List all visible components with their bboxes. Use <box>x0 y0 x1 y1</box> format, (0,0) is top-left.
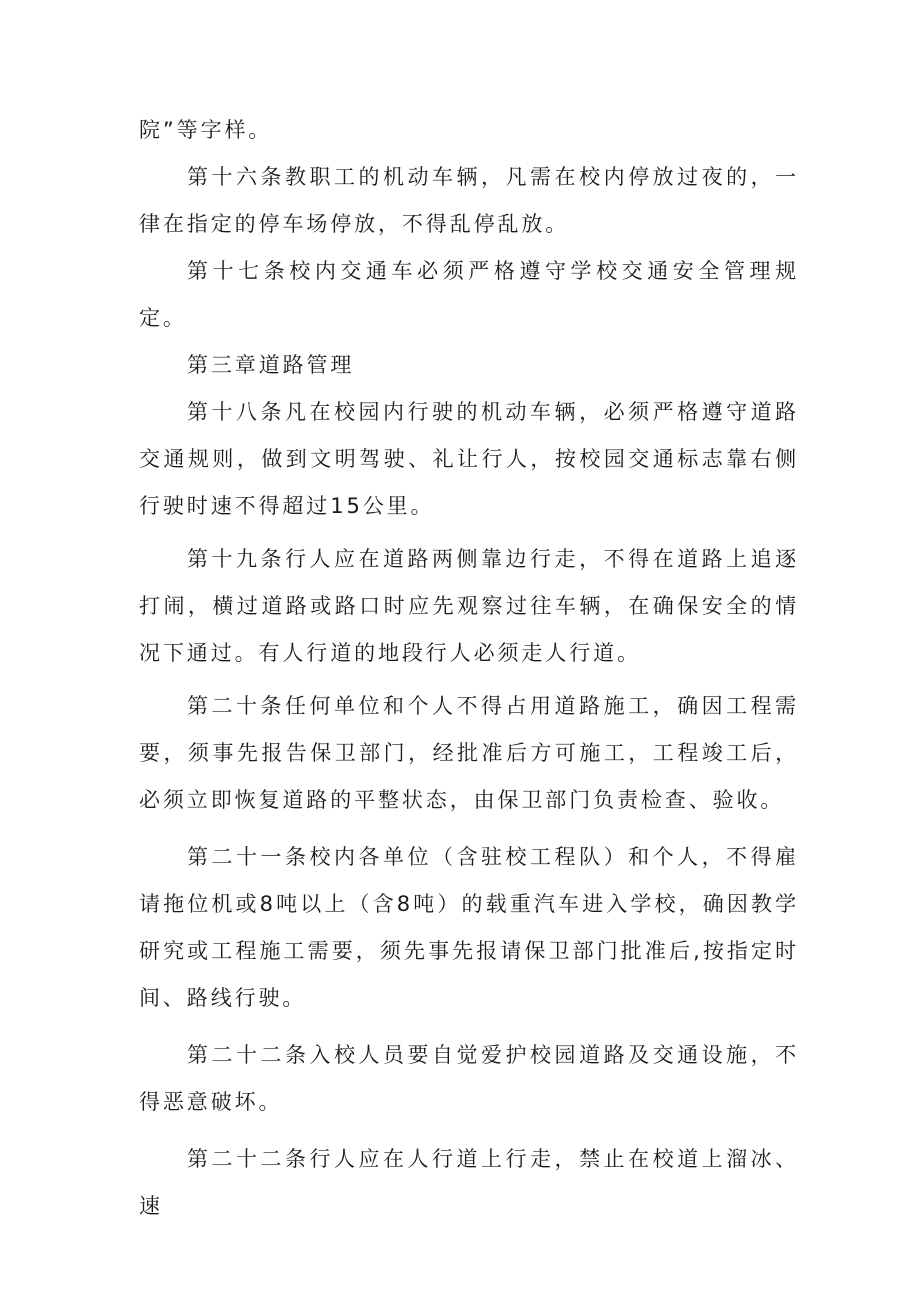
paragraph-article-16: 第十六条教职工的机动车辆，凡需在校内停放过夜的，一律在指定的停车场停放，不得乱停乱放。 <box>139 165 799 236</box>
document-page <box>139 107 799 1230</box>
paragraph-article-20: 第二十条任何单位和个人不得占用道路施工，确因工程需要，须事先报告保卫部门，经批准后方可施工，工程竣工后，必须立即恢复道路的平整状态，由保卫部门负责检查、验收。 <box>139 694 799 812</box>
paragraph-article-22a: 第二十二条入校人员要自觉爱护校园道路及交通设施，不得恶意破坏。 <box>139 1043 799 1114</box>
paragraph-article-19: 第十九条行人应在道路两侧靠边行走，不得在道路上追逐打闹，横过道路或路口时应先观察过往车辆，在确保安全的情况下通过。有人行道的地段行人必须走人行道。 <box>139 547 799 665</box>
paragraph-article-17: 第十七条校内交通车必须严格遵守学校交通安全管理规定。 <box>139 259 799 330</box>
paragraph-continuation: 院”等字样。 <box>139 118 273 142</box>
paragraph-article-21: 第二十一条校内各单位（含驻校工程队）和个人，不得雇请拖位机或8吨以上（含8吨）的载重汽车进入学校，确因教学研究或工程施工需要，须先事先报请保卫部门批准后,按指定时间、路线行驶。 <box>139 845 799 1010</box>
paragraph-article-18: 第十八条凡在校园内行驶的机动车辆，必须严格遵守道路交通规则，做到文明驾驶、礼让行人，按校园交通标志靠右侧行驶时速不得超过15公里。 <box>139 400 799 518</box>
paragraph-article-22b: 第二十二条行人应在人行道上行走，禁止在校道上溜冰、速 <box>139 1147 799 1218</box>
chapter-heading: 第三章道路管理 <box>187 353 355 377</box>
